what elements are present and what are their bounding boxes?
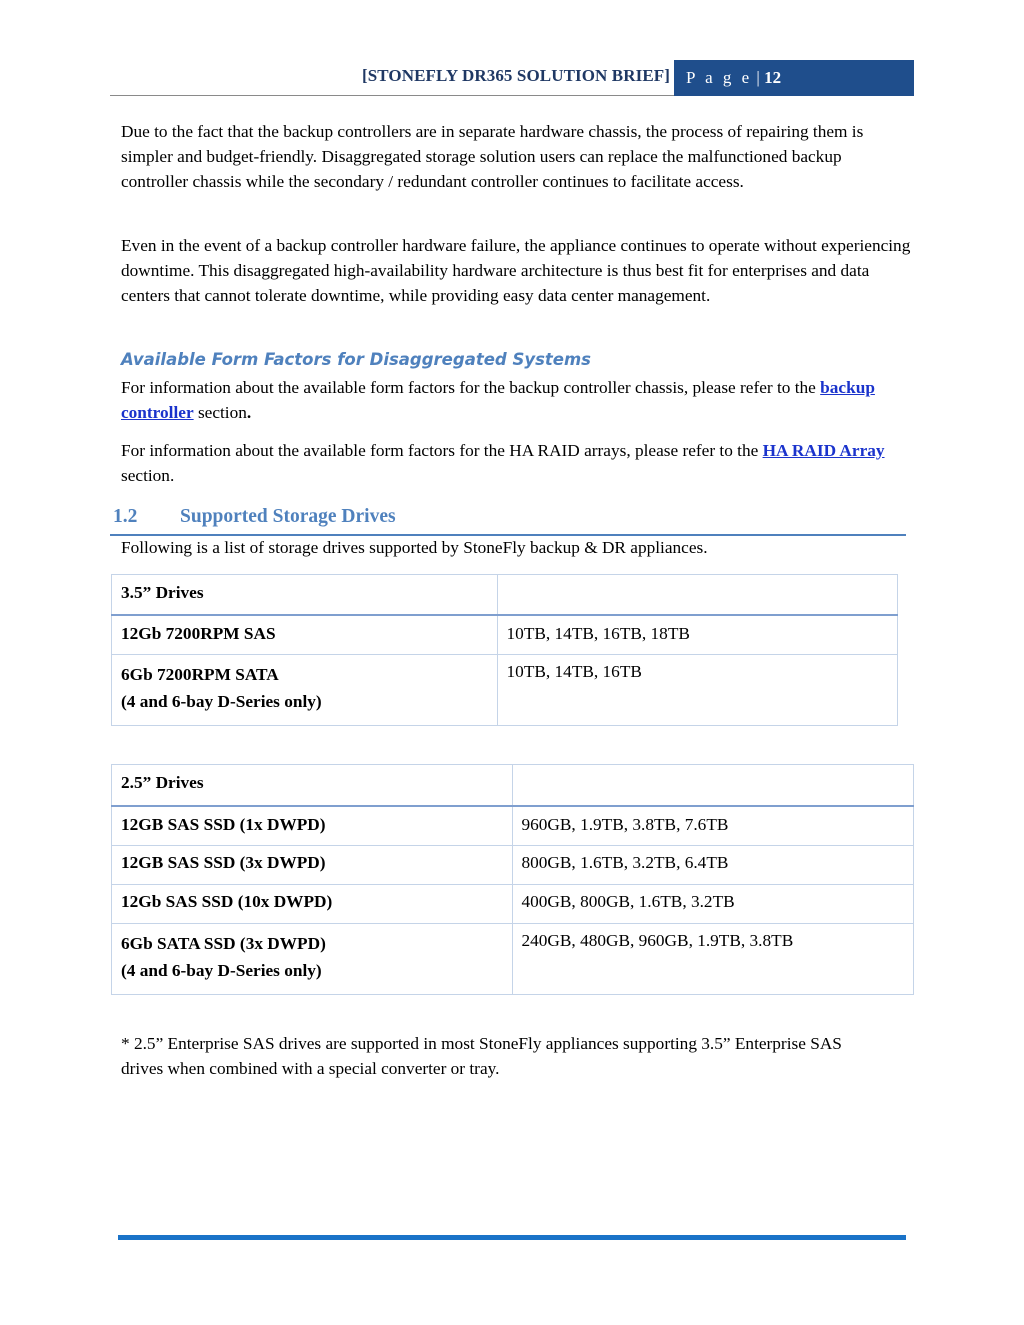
- drive-sizes-cell: 800GB, 1.6TB, 3.2TB, 6.4TB: [512, 846, 914, 885]
- table-header-empty: [512, 765, 914, 806]
- table-header-row: [112, 575, 898, 615]
- ref-text-after: section.: [121, 466, 175, 485]
- footer-divider: [118, 1235, 906, 1240]
- table-header-row: [112, 765, 914, 806]
- form-factors-heading: Available Form Factors for Disaggregated Systems: [121, 350, 592, 369]
- drive-sizes-cell: 960GB, 1.9TB, 3.8TB, 7.6TB: [512, 806, 914, 846]
- table-row: [112, 655, 898, 726]
- drive-type-label: 6Gb 7200RPM SATA: [121, 665, 279, 684]
- ha-raid-array-link[interactable]: HA RAID Array: [762, 441, 885, 460]
- section-intro: Following is a list of storage drives supported by StoneFly backup & DR appliances.: [121, 538, 708, 557]
- paragraph-downtime: Even in the event of a backup controller hardware failure, the appliance continues to operate without experiencing downtime. This disaggregated high-availability hardware architecture is thus best fit for enterprises and data centers that cannot tolerate downtime, while providing easy data center management.: [121, 236, 911, 305]
- document-title: [STONEFLY DR365 SOLUTION BRIEF]: [361, 66, 670, 85]
- table-row: [112, 846, 914, 885]
- drive-sizes-cell: 240GB, 480GB, 960GB, 1.9TB, 3.8TB: [512, 924, 914, 995]
- table-header-cell: 3.5” Drives: [112, 575, 498, 615]
- page-number: 12: [764, 68, 782, 87]
- backup-controller-link[interactable]: backup controller: [121, 378, 875, 422]
- drive-sizes-cell: 10TB, 14TB, 16TB: [497, 655, 897, 726]
- table-row: [112, 806, 914, 846]
- paragraph-ha-raid-ref: [121, 438, 911, 488]
- drive-sizes-cell: 10TB, 14TB, 16TB, 18TB: [497, 615, 897, 655]
- table-row: [112, 615, 898, 655]
- page-separator: |: [756, 68, 760, 87]
- paragraph-backup-controllers: Due to the fact that the backup controllers are in separate hardware chassis, the process of repairing them is simpler and budget-friendly. Disaggregated storage solution users can replace the malfunctioned backup controller chassis while the secondary / redundant controller continues to facilitate access.: [121, 122, 864, 191]
- drive-sizes-cell: 400GB, 800GB, 1.6TB, 3.2TB: [512, 885, 914, 924]
- table-header-cell: 2.5” Drives: [112, 765, 513, 806]
- section-number: 1.2: [113, 506, 138, 527]
- table-row: [112, 885, 914, 924]
- page-label: P a g e: [686, 68, 753, 87]
- drive-type-note: (4 and 6-bay D-Series only): [121, 961, 322, 980]
- drives-25-table: [111, 764, 914, 995]
- drive-type-note: (4 and 6-bay D-Series only): [121, 692, 322, 711]
- ref-text: For information about the available form factors for the HA RAID arrays, please refer to the: [121, 441, 763, 460]
- drives-35-table: [111, 574, 898, 726]
- drive-type-cell: 12GB SAS SSD (3x DWPD): [112, 846, 513, 885]
- drive-type-cell: [112, 924, 513, 995]
- ref-text: For information about the available form factors for the backup controller chassis, please refer to the: [121, 378, 821, 397]
- table-header-empty: [497, 575, 897, 615]
- section-title: Supported Storage Drives: [180, 506, 396, 527]
- paragraph-backup-controller-ref: [121, 375, 911, 425]
- drive-type-label: 6Gb SATA SSD (3x DWPD): [121, 934, 326, 953]
- page-number-band: [674, 60, 914, 96]
- table-row: [112, 924, 914, 995]
- header-divider: [110, 95, 674, 96]
- drive-type-cell: 12GB SAS SSD (1x DWPD): [112, 806, 513, 846]
- ref-period: .: [246, 403, 252, 422]
- drive-type-cell: 12Gb 7200RPM SAS: [112, 615, 498, 655]
- drive-type-cell: 12Gb SAS SSD (10x DWPD): [112, 885, 513, 924]
- drive-type-cell: [112, 655, 498, 726]
- footnote: * 2.5” Enterprise SAS drives are supported in most StoneFly appliances supporting 3.5” Enterprise SAS drives when combined with a special converter or tray.: [121, 1034, 842, 1078]
- ref-text-after: section: [193, 403, 247, 422]
